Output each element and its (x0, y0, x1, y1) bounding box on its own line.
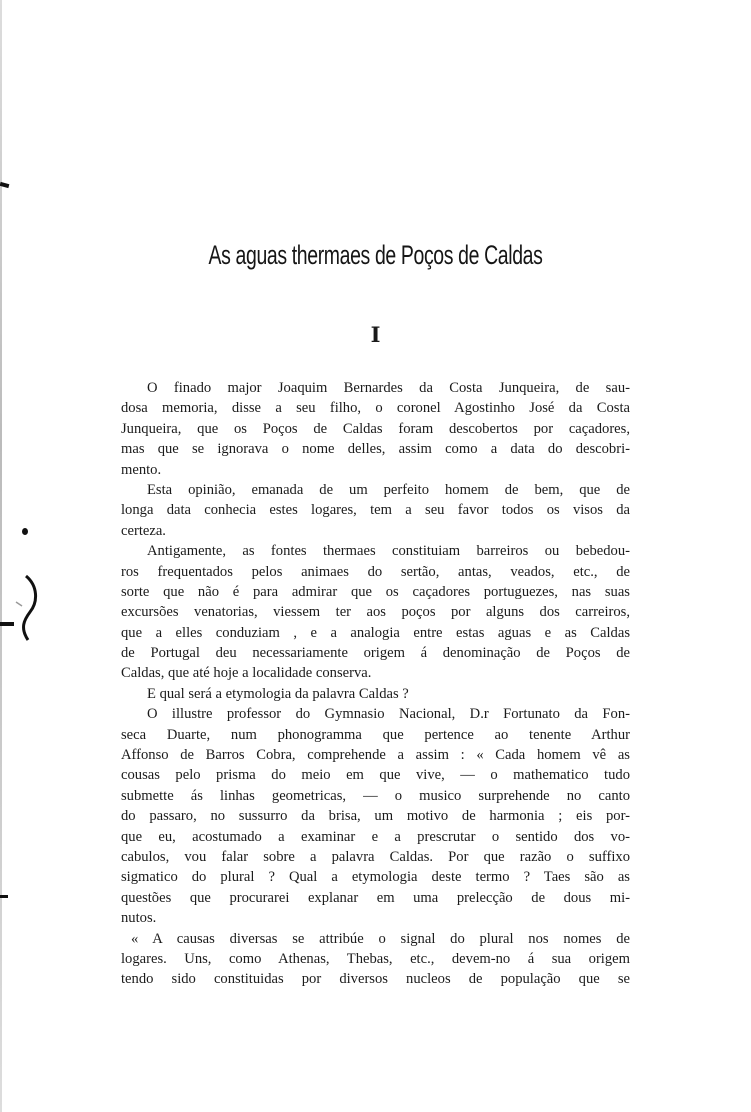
text-line: certeza. (121, 522, 166, 539)
text-line: O finado major Joaquim Bernardes da Costa Junqueira, de sau- (147, 380, 630, 396)
text-line: nutos. (121, 910, 157, 927)
text-line: submette ás linhas geometricas, — o musico surprehende no canto (121, 787, 630, 804)
text-line: Esta opinião, emanada de um perfeito homem de bem, que de (147, 481, 630, 498)
text-line: tendo sido constituidas por diversos nucleos de população que se (121, 971, 630, 988)
text-line: « A causas diversas se attribúe o signal do plural nos nomes de (131, 930, 630, 947)
text-line: longa data conhecia estes logares, tem a seu favor todos os visos da (121, 502, 630, 519)
text-line: dosa memoria, disse a seu filho, o coronel Agostinho José da Costa (121, 400, 630, 417)
section-number: I (370, 322, 381, 347)
text-line: questões que procurarei explanar em uma prelecção de dous mi- (121, 889, 630, 906)
text-line: mas que se ignorava o nome delles, assim como a data do descobri- (121, 441, 630, 458)
text-line: Affonso de Barros Cobra, comprehende a assim : « Cada homem vê as (121, 747, 630, 764)
text-line: Caldas, que até hoje a localidade conserva. (121, 665, 372, 682)
text-line: cousas pelo prisma do meio em que vive, — o mathematico tudo (121, 767, 630, 784)
text-line: Junqueira, que os Poços de Caldas foram descobertos por caçadores, (121, 420, 630, 437)
scan-mark (0, 895, 8, 898)
article-body (121, 378, 630, 990)
text-line: ros frequentados pelos animaes do sertão, antas, veados, etc., de (121, 563, 630, 580)
text-line: seca Duarte, num phonogramma que pertence ao tenente Arthur (121, 726, 630, 743)
text-line: cabulos, vou falar sobre a palavra Caldas. Por que razão o suffixo (121, 848, 630, 865)
text-line: logares. Uns, como Athenas, Thebas, etc., devem-no á sua origem (121, 950, 630, 967)
text-line: sigmatico do plural ? Qual a etymologia deste termo ? Taes são as (121, 869, 630, 886)
text-line: excursões venatorias, viessem ter aos poços por alguns dos carreiros, (121, 604, 630, 621)
text-line: sorte que não é para admirar que os caçadores portuguezes, nas suas (121, 583, 630, 600)
text-line: que eu, acostumado a examinar e a prescrutar o sentido dos vo- (121, 828, 630, 845)
text-line: que a elles conduziam , e a analogia entre estas aguas e as Caldas (121, 624, 630, 641)
text-line: mento. (121, 461, 162, 478)
text-line: Antigamente, as fontes thermaes constituiam barreiros ou bebedou- (147, 543, 630, 560)
text-line: do passaro, no sussurro da brisa, um motivo de harmonia ; eis por- (121, 808, 630, 825)
text-line: de Portugal deu necessariamente origem á denominação de Poços de (121, 645, 630, 662)
margin-bracket-mark (8, 572, 44, 644)
text-line: O illustre professor do Gymnasio Nacional, D.r Fortunato da Fon- (147, 706, 630, 723)
page-edge-shadow (0, 0, 2, 1112)
scan-mark (22, 528, 28, 535)
page-title: As aguas thermaes de Poços de Caldas (208, 240, 543, 270)
text-line: E qual será a etymologia da palavra Caldas ? (147, 685, 409, 702)
